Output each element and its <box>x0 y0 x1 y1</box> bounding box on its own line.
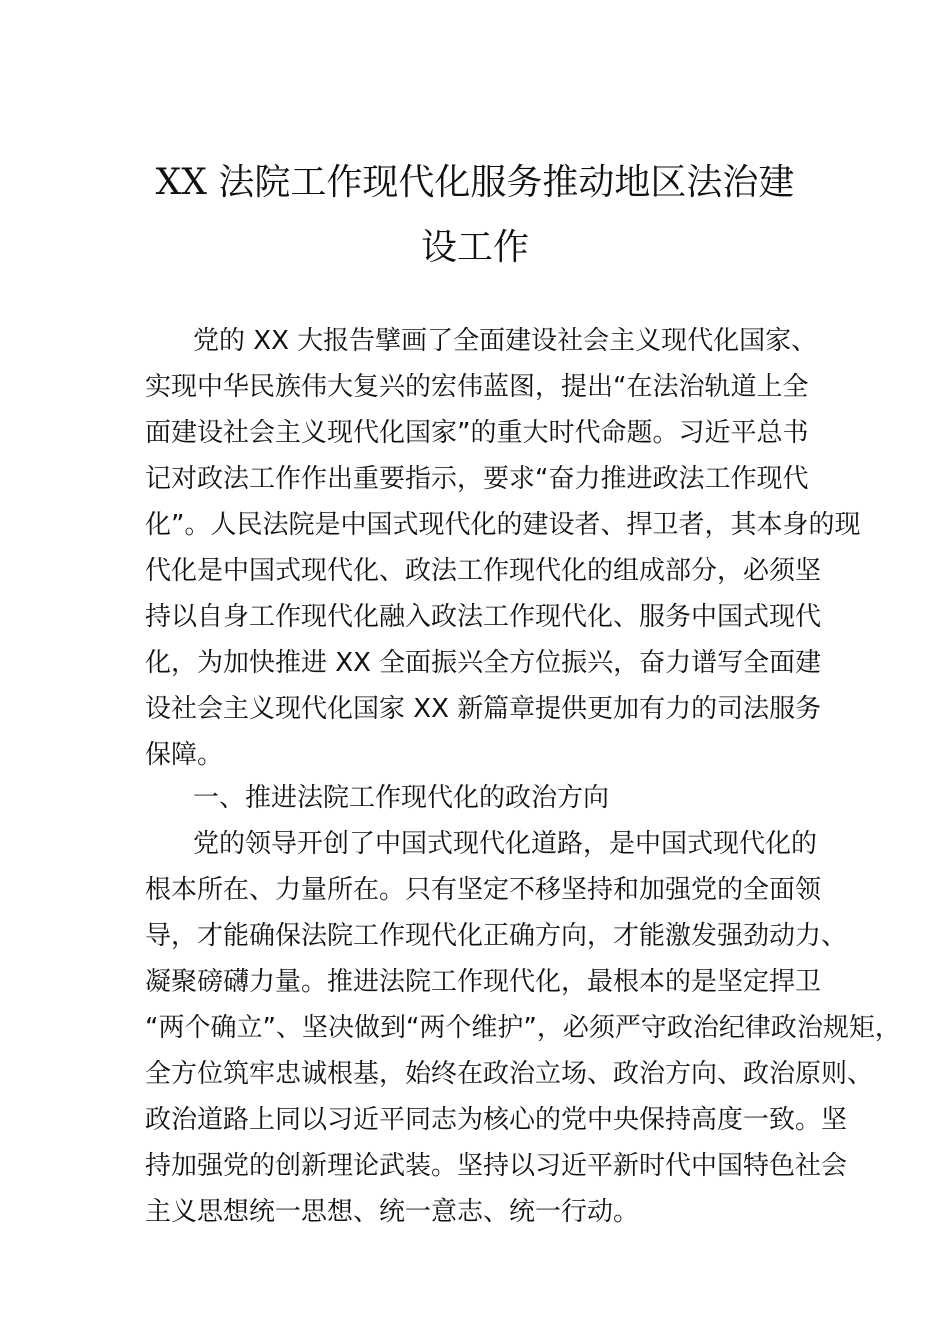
paragraph-1-line: 代化是中国式现代化、政法工作现代化的组成部分，必须坚 <box>145 556 822 586</box>
paragraph-1-line: 化，为加快推进 XX 全面振兴全方位振兴，奋力谱写全面建 <box>145 648 822 678</box>
paragraph-2-line: “两个确立”、坚决做到“两个维护”，必须严守政治纪律政治规矩， <box>145 1013 901 1043</box>
paragraph-2-line: 持加强党的创新理论武装。坚持以习近平新时代中国特色社会 <box>145 1151 848 1181</box>
paragraph-1-line: 党的 XX 大报告擘画了全面建设社会主义现代化国家、 <box>193 326 818 356</box>
paragraph-2-line: 政治道路上同以习近平同志为核心的党中央保持高度一致。坚 <box>145 1105 848 1135</box>
paragraph-1-line: 实现中华民族伟大复兴的宏伟蓝图，提出“在法治轨道上全 <box>145 372 809 402</box>
paragraph-2-line: 党的领导开创了中国式现代化道路，是中国式现代化的 <box>193 829 818 859</box>
paragraph-2-line: 主义思想统一思想、统一意志、统一行动。 <box>145 1197 640 1227</box>
document-title-line-1: XX 法院工作现代化服务推动地区法治建 <box>155 162 795 203</box>
paragraph-2-line: 凝聚磅礴力量。推进法院工作现代化，最根本的是坚定捍卫 <box>145 967 822 997</box>
paragraph-2-line: 全方位筑牢忠诚根基，始终在政治立场、政治方向、政治原则、 <box>145 1059 874 1089</box>
paragraph-1-line: 持以自身工作现代化融入政法工作现代化、服务中国式现代 <box>145 602 822 632</box>
paragraph-2-line: 根本所在、力量所在。只有坚定不移坚持和加强党的全面领 <box>145 875 822 905</box>
section-heading: 一、推进法院工作现代化的政治方向 <box>193 783 610 813</box>
paragraph-1-line: 面建设社会主义现代化国家”的重大时代命题。习近平总书 <box>145 418 809 448</box>
paragraph-1-line: 设社会主义现代化国家 XX 新篇章提供更加有力的司法服务 <box>145 694 822 724</box>
paragraph-1-line: 记对政法工作作出重要指示，要求“奋力推进政法工作现代 <box>145 464 809 494</box>
paragraph-1-line: 保障。 <box>145 740 224 770</box>
paragraph-1-line: 化”。人民法院是中国式现代化的建设者、捍卫者，其本身的现 <box>145 510 861 540</box>
paragraph-2-line: 导，才能确保法院工作现代化正确方向，才能激发强劲动力、 <box>145 921 848 951</box>
document-title-line-2: 设工作 <box>420 227 529 268</box>
